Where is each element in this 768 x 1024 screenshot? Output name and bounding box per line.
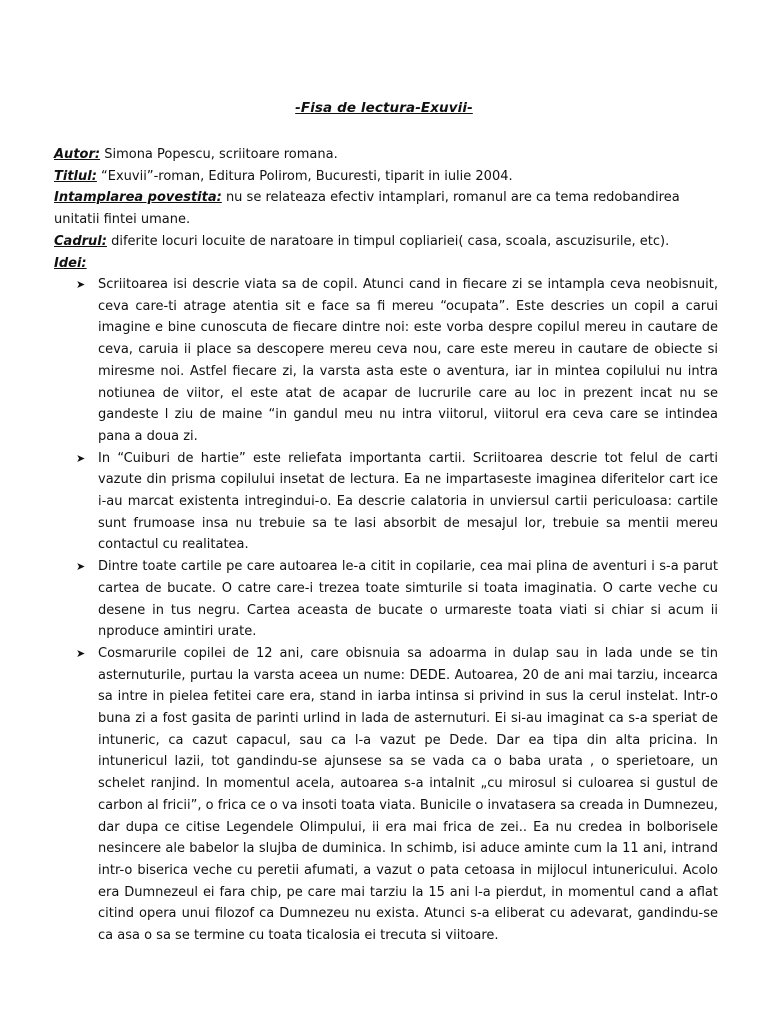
arrowhead-right-icon: ➤: [76, 451, 86, 465]
idea-text: In “Cuiburi de hartie” este reliefata importanta cartii. Scriitoarea descrie tot felul de carti vazute din prisma copilului insetat de lectura. Ea ne impartaseste imaginea diferitelor cart ice i-au marcat existenta intregindui-o. Ea descrie calatoria in unviersul cartii periculoasa: cartile sunt frumoase insa nu trebuie sa te lasi absorbit de mesajul lor, trebuie sa mentii mereu contactul cu realitatea.: [98, 450, 718, 553]
metadata-section: [54, 144, 718, 274]
document-title: -Fisa de lectura-Exuvii-: [295, 100, 473, 116]
list-item: [54, 556, 718, 643]
idea-text: Dintre toate cartile pe care autoarea le-a citit in copilarie, cea mai plina de aventuri i s-a parut cartea de bucate. O catre care-i trezea toate simturile si toata imaginatia. O carte veche cu desene in tus negru. Cartea aceasta de bucate o urmareste toata viati si chiar si acum ii nproduce amintiri urate.: [98, 559, 718, 640]
list-item: [54, 448, 718, 557]
title-label: Titlul:: [54, 168, 97, 184]
ideas-list: [54, 274, 718, 947]
list-item: [54, 274, 718, 448]
arrowhead-right-icon: ➤: [76, 560, 86, 574]
idea-text: Scriitoarea isi descrie viata sa de copil. Atunci cand in fiecare zi se intampla ceva neobisnuit, ceva care-ti atrage atentia sit e face sa fi mereu “ocupata”. Este descries un copil a carui imagine e bine cunoscuta de fiecare dintre noi: este vorba despre copilul mereu in cautare de ceva, caruia ii place sa descopere mereu ceva nou, care este mereu in cautare de obiecte si miresme noi. Astfel fiecare zi, la varsta asta este o aventura, iar in mintea copilului nu intra notiunea de viitor, el este atat de acapar de lucrurile care au loc in prezent incat nu se gandeste l ziu de maine “in gandul meu nu intra viitorul, viitorul era ceva care se intindea pana a doua zi.: [98, 277, 718, 444]
plot-value: nu se relateaza efectiv intamplari, romanul are ca tema redobandirea unitatii fintei umane.: [54, 190, 680, 228]
author-value: Simona Popescu, scriitoare romana.: [100, 147, 338, 162]
setting-label: Cadrul:: [54, 233, 107, 249]
list-item: [54, 643, 718, 947]
arrowhead-right-icon: ➤: [76, 646, 86, 660]
ideas-label: Idei:: [54, 255, 87, 271]
title-line: [54, 166, 718, 188]
author-line: [54, 144, 718, 166]
plot-line: [54, 187, 718, 230]
setting-value: diferite locuri locuite de naratoare in timpul copliariei( casa, scoala, ascuzisurile, etc).: [106, 233, 670, 249]
title-value: “Exuvii”-roman, Editura Polirom, Bucuresti, tiparit in iulie 2004.: [96, 168, 513, 184]
idea-text: Cosmarurile copilei de 12 ani, care obisnuia sa adoarma in dulap sau in lada unde se tin asternuturile, purtau la varsta aceea un nume: DEDE. Autoarea, 20 de ani mai tarziu, incearca sa intre in pielea fetitei care era, stand in iarba intinsa si privind in sus la cerul instelat. Intr-o buna zi a fost gasita de parinti urlind in lada de asternuturi. Ei si-au imaginat ca s-a speriat de intuneric, ca cazut capacul, sau ca l-a vazut pe Dede. Dar ea tipa din alta pricina. In intunericul lazii, tot gandindu-se ajunsese sa se vada ca o baba urata , o sperietoare, un schelet ranjind. In momentul acela, autoarea s-a intalnit „cu mirosul si culoarea si gustul de carbon al fricii”, o frica ce o va insoti toata viata. Bunicile o invatasera sa creada in Dumnezeu, dar dupa ce citise Legendele Olimpului, ii era mai frica de zei.. Ea nu credea in bolborisele nesincere ale babelor la slujba de duminica. In schimb, isi aduce aminte cum la 11 ani, intrand intr-o biserica veche cu peretii afumati, a vazut o pata cetoasa in mijlocul intunericului. Acolo era Dumnezeul ei fara chip, pe care mai tarziu la 15 ani l-a pierdut, in momentul cand a aflat citind opera unui filozof ca Dumnezeu nu exista. Atunci s-a eliberat cu adevarat, gandindu-se ca asa o sa se termine cu toata ticalosia ei trecuta si viitoare.: [98, 645, 719, 944]
plot-label: Intamplarea povestita:: [54, 190, 222, 206]
setting-line: [54, 231, 718, 253]
author-label: Autor:: [54, 147, 101, 162]
ideas-line: [54, 253, 718, 275]
arrowhead-right-icon: ➤: [76, 278, 86, 291]
